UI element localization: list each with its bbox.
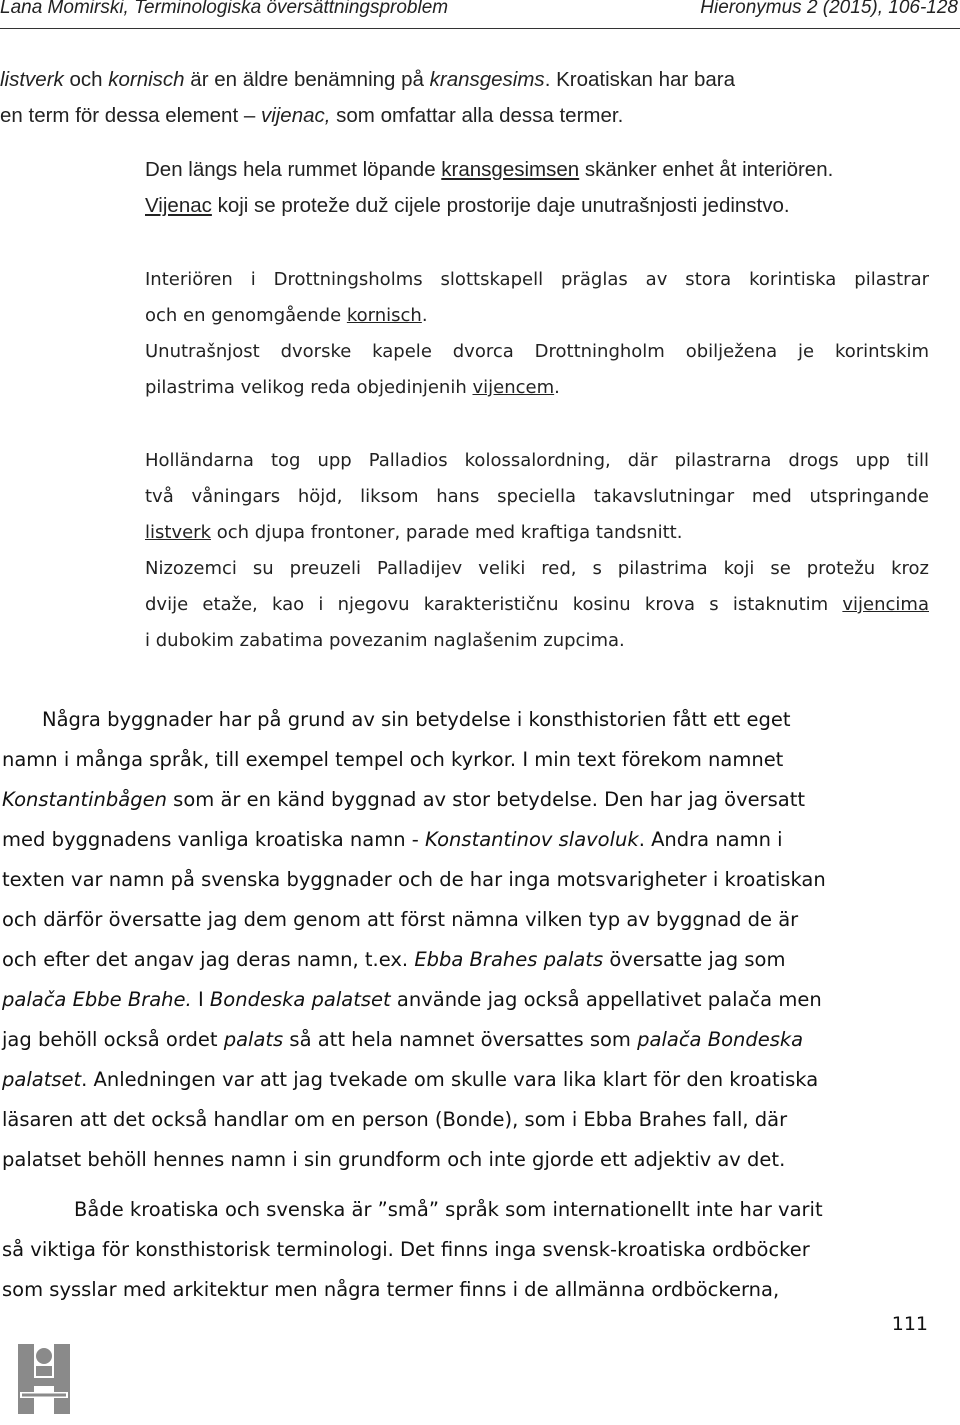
- paragraph-1-line-7: och efter det angav jag deras namn, t.ex. Ebba Brahes palats översatte jag som: [2, 948, 786, 971]
- paragraph-2-line-1: Både kroatiska och svenska är ”små” språk som internationellt inte har varit: [74, 1198, 823, 1221]
- running-header: [0, 0, 960, 22]
- paragraph-1-line-4: med byggnadens vanliga kroatiska namn - Konstantinov slavoluk. Andra namn i: [2, 828, 783, 851]
- example-1-croatian: Vijenac koji se proteže duž cijele prostorije daje unutrašnjosti jedinstvo.: [145, 194, 790, 217]
- paragraph-1-line-2: namn i många språk, till exempel tempel och kyrkor. I min text förekom namnet: [2, 748, 784, 771]
- paragraph-1-line-12: palatset behöll hennes namn i sin grundform och inte gjorde ett adjektiv av det.: [2, 1148, 786, 1171]
- paragraph-1-line-9: jag behöll också ordet palats så att hela namnet översattes som palača Bondeska: [2, 1028, 804, 1051]
- example-3-swedish-line-3: listverk och djupa frontoner, parade med kraftiga tandsnitt.: [145, 522, 683, 543]
- example-2-swedish-line-1: Interiören i Drottningsholms slottskapell präglas av stora korintiska pilastrar: [145, 269, 929, 290]
- example-3-croatian-line-2: dvije etaže, kao i njegovu karakterističnu kosinu krova s istaknutim vijencima: [145, 594, 929, 615]
- paragraph-2-line-2: så viktiga för konsthistorisk terminologi. Det finns inga svensk-kroatiska ordböcker: [2, 1238, 810, 1261]
- paragraph-1-line-1: Några byggnader har på grund av sin betydelse i konsthistorien fått ett eget: [42, 708, 791, 731]
- intro-line-1: listverk och kornisch är en äldre benämning på kransgesims. Kroatiskan har bara: [0, 68, 735, 91]
- paragraph-1-line-10: palatset. Anledningen var att jag tvekade om skulle vara lika klart för den kroatiska: [2, 1068, 819, 1091]
- paragraph-1-line-5: texten var namn på svenska byggnader och de har inga motsvarigheter i kroatiskan: [2, 868, 826, 891]
- example-1: [145, 152, 833, 224]
- example-3-croatian-line-1: Nizozemci su preuzeli Palladijev veliki red, s pilastrima koji se protežu kroz: [145, 558, 929, 579]
- hieronymus-logo-icon: [14, 1342, 74, 1422]
- example-2-swedish-line-2: och en genomgående kornisch.: [145, 305, 428, 326]
- example-2: [145, 262, 929, 406]
- example-1-swedish: Den längs hela rummet löpande kransgesimsen skänker enhet åt interiören.: [145, 158, 834, 181]
- example-3: [145, 443, 929, 659]
- paragraph-2: [2, 1190, 928, 1310]
- example-3-croatian-line-3: i dubokim zabatima povezanim naglašenim zupcima.: [145, 630, 625, 651]
- page-number: 111: [891, 1313, 928, 1335]
- example-3-swedish-line-1: Holländarna tog upp Palladios kolossalordning, där pilastrarna drogs upp till: [145, 450, 929, 471]
- example-2-croatian-line-1: Unutrašnjost dvorske kapele dvorca Drottningholm obilježena je korintskim: [145, 341, 929, 362]
- intro-line-2: en term för dessa element – vijenac, som omfattar alla dessa termer.: [0, 104, 624, 127]
- example-2-croatian-line-2: pilastrima velikog reda objedinjenih vijencem.: [145, 377, 560, 398]
- paragraph-2-line-3: som sysslar med arkitektur men några termer finns i de allmänna ordböckerna,: [2, 1278, 780, 1301]
- example-3-swedish-line-2: två våningars höjd, liksom hans speciella takavslutningar med utspringande: [145, 486, 929, 507]
- header-author-title: Lana Momirski, Terminologiska översättningsproblem: [0, 0, 449, 18]
- paragraph-1-line-11: läsaren att det också handlar om en person (Bonde), som i Ebba Brahes fall, där: [2, 1108, 788, 1131]
- paragraph-1-line-8: palača Ebbe Brahe. I Bondeska palatset använde jag också appellativet palača men: [2, 988, 822, 1011]
- header-rule: [0, 28, 960, 29]
- paragraph-1: [2, 700, 928, 1180]
- paragraph-1-line-3: Konstantinbågen som är en känd byggnad av stor betydelse. Den har jag översatt: [2, 788, 806, 811]
- paragraph-1-line-6: och därför översatte jag dem genom att först nämna vilken typ av byggnad de är: [2, 908, 799, 931]
- intro-paragraph: [0, 62, 735, 134]
- header-journal: Hieronymus 2 (2015), 106-128: [700, 0, 958, 18]
